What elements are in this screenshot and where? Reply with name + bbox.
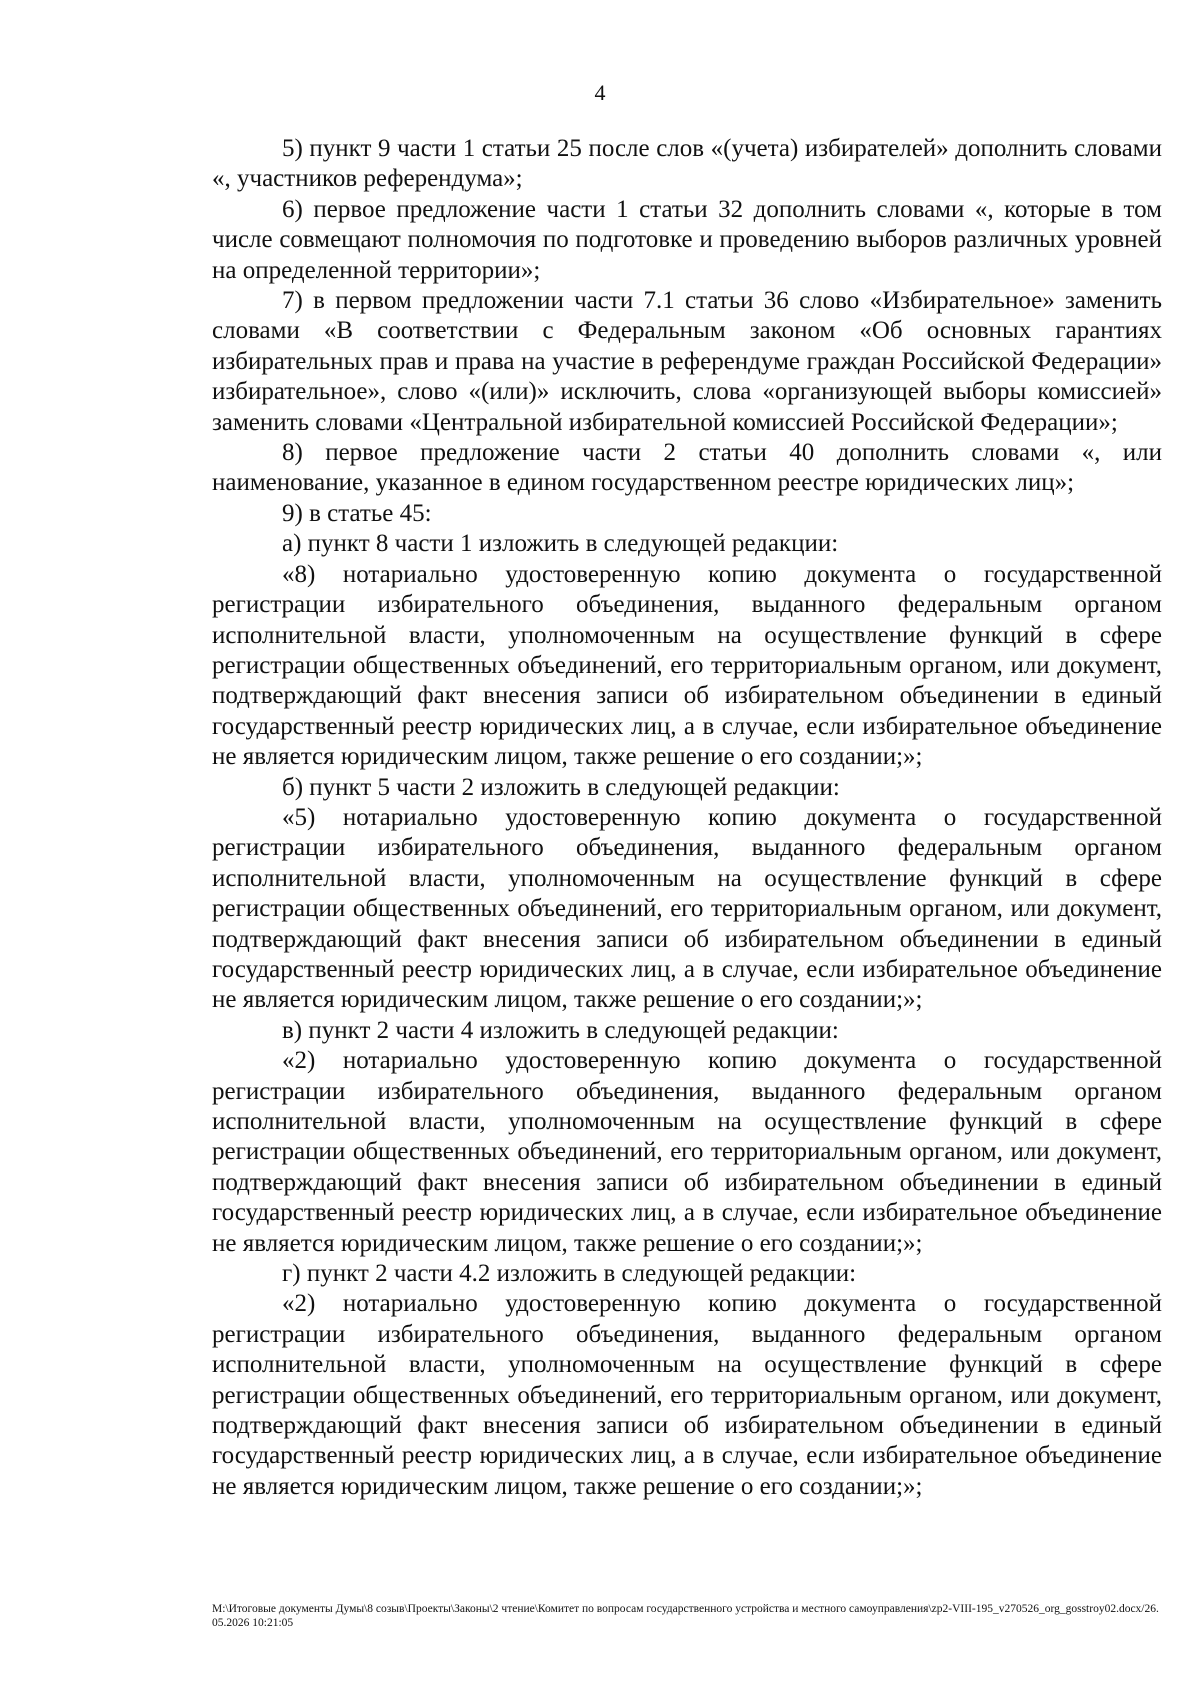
paragraph-item-7: 7) в первом предложении части 7.1 статьи 36 слово «Избирательное» заменить словами «В соответствии с Федеральным законом «Об основных гарантиях избирательных прав и права на участие в референдуме граждан Российской Федерации» избирательное», слово «(или)» исключить, слова «организующей выборы комиссией» заменить словами «Центральной избирательной комиссией Российской Федерации»; (212, 287, 1162, 436)
paragraph-item-5: 5) пункт 9 части 1 статьи 25 после слов «(учета) избирателей» дополнить словами «, участников референдума»; (212, 135, 1162, 193)
subitem-v-text: «2) нотариально удостоверенную копию документа о государственной регистрации избирательного объединения, выданного федеральным органом исполнительной власти, уполномоченным на осуществление функций в сфере регистрации общественных объединений, его территориальным органом, или документ, подтверждающий факт внесения записи об избирательном объединении в единый государственный реестр юридических лиц, а в случае, если избирательное объединение не является юридическим лицом, также решение о его создании;»; (212, 1047, 1162, 1257)
subitem-v-heading: в) пункт 2 части 4 изложить в следующей редакции: (282, 1016, 839, 1044)
file-path-footer: M:\Итоговые документы Думы\8 созыв\Проекты\Законы\2 чтение\Комитет по вопросам государственного устройства и местного самоуправления\zp2-VIII-195_v270526_org_gosstroy02.docx/26.05.2026 10:21:05 (212, 1603, 1159, 1629)
paragraph-item-9: 9) в статье 45: (282, 499, 432, 527)
subitem-a-heading: а) пункт 8 части 1 изложить в следующей редакции: (282, 530, 839, 558)
page-number: 4 (594, 80, 606, 105)
subitem-g-heading: г) пункт 2 части 4.2 изложить в следующей редакции: (282, 1260, 857, 1288)
subitem-a-text: «8) нотариально удостоверенную копию документа о государственной регистрации избирательного объединения, выданного федеральным органом исполнительной власти, уполномоченным на осуществление функций в сфере регистрации общественных объединений, его территориальным органом, или документ, подтверждающий факт внесения записи об избирательном объединении в единый государственный реестр юридических лиц, а в случае, если избирательное объединение не является юридическим лицом, также решение о его создании;»; (212, 560, 1162, 771)
subitem-g-text: «2) нотариально удостоверенную копию документа о государственной регистрации избирательного объединения, выданного федеральным органом исполнительной власти, уполномоченным на осуществление функций в сфере регистрации общественных объединений, его территориальным органом, или документ, подтверждающий факт внесения записи об избирательном объединении в единый государственный реестр юридических лиц, а в случае, если избирательное объединение не является юридическим лицом, также решение о его создании;»; (212, 1290, 1162, 1500)
paragraph-item-6: 6) первое предложение части 1 статьи 32 дополнить словами «, которые в том числе совмещают полномочия по подготовке и проведению выборов различных уровней на определенной территории»; (212, 195, 1162, 284)
paragraph-item-8: 8) первое предложение части 2 статьи 40 дополнить словами «, или наименование, указанное в едином государственном реестре юридических лиц»; (212, 439, 1162, 497)
subitem-b-text: «5) нотариально удостоверенную копию документа о государственной регистрации избирательного объединения, выданного федеральным органом исполнительной власти, уполномоченным на осуществление функций в сфере регистрации общественных объединений, его территориальным органом, или документ, подтверждающий факт внесения записи об избирательном объединении в единый государственный реестр юридических лиц, а в случае, если избирательное объединение не является юридическим лицом, также решение о его создании;»; (212, 803, 1162, 1014)
subitem-b-heading: б) пункт 5 части 2 изложить в следующей редакции: (282, 773, 840, 801)
document-body (212, 134, 1162, 1502)
